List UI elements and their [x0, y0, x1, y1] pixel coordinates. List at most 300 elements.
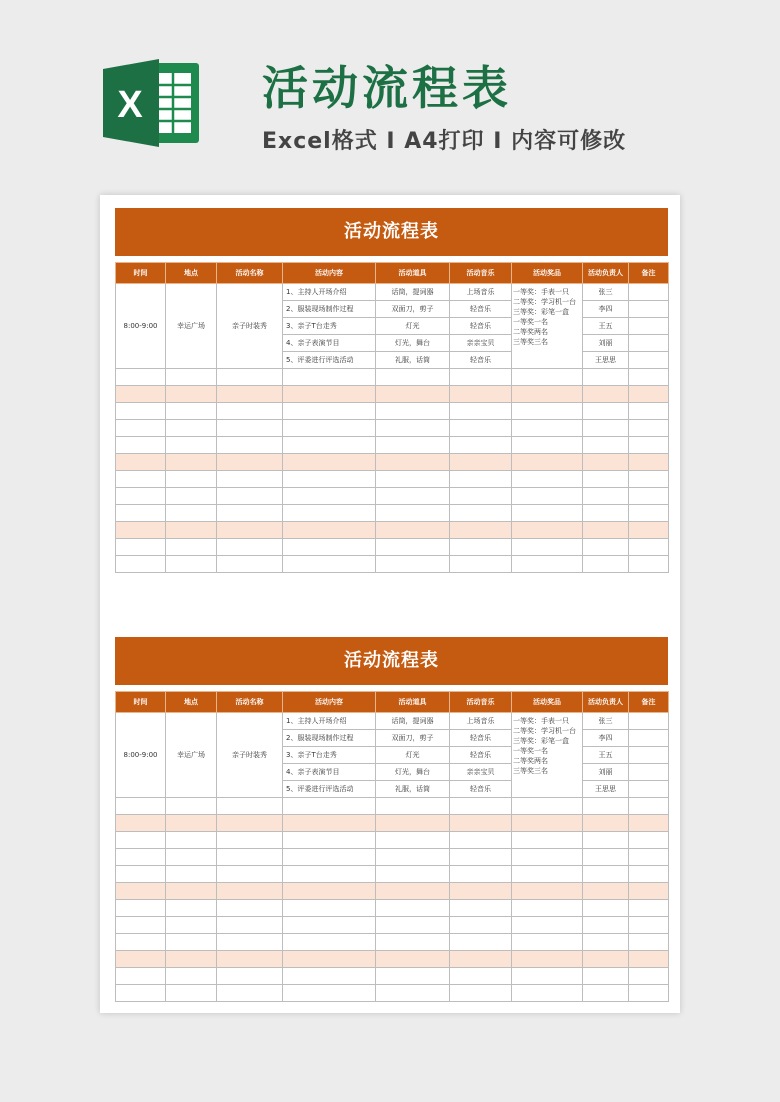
empty-cell[interactable] — [376, 556, 450, 573]
empty-cell[interactable] — [512, 985, 583, 1002]
column-header: 地点 — [166, 263, 217, 284]
empty-cell[interactable] — [583, 403, 629, 420]
empty-cell[interactable] — [283, 488, 376, 505]
empty-cell[interactable] — [166, 488, 217, 505]
empty-cell[interactable] — [583, 832, 629, 849]
empty-cell[interactable] — [629, 420, 669, 437]
empty-cell[interactable] — [376, 968, 450, 985]
empty-cell[interactable] — [283, 832, 376, 849]
empty-cell[interactable] — [450, 798, 512, 815]
empty-cell[interactable] — [283, 798, 376, 815]
content-cell[interactable]: 2、服装现场制作过程 — [283, 730, 376, 747]
empty-cell[interactable] — [116, 471, 166, 488]
empty-cell[interactable] — [283, 471, 376, 488]
empty-cell[interactable] — [450, 849, 512, 866]
empty-cell[interactable] — [283, 369, 376, 386]
empty-cell[interactable] — [376, 420, 450, 437]
empty-cell[interactable] — [166, 471, 217, 488]
empty-cell[interactable] — [217, 917, 283, 934]
props-cell[interactable]: 礼服，话筒 — [376, 352, 450, 369]
empty-cell[interactable] — [116, 505, 166, 522]
props-cell[interactable]: 话筒，提词器 — [376, 713, 450, 730]
empty-cell[interactable] — [166, 900, 217, 917]
empty-cell[interactable] — [166, 883, 217, 900]
empty-cell[interactable] — [583, 437, 629, 454]
empty-cell[interactable] — [166, 832, 217, 849]
empty-cell[interactable] — [450, 815, 512, 832]
music-cell[interactable]: 轻音乐 — [450, 747, 512, 764]
owner-cell[interactable]: 王思思 — [583, 352, 629, 369]
empty-cell[interactable] — [629, 917, 669, 934]
empty-cell[interactable] — [629, 849, 669, 866]
empty-row — [116, 934, 669, 951]
empty-cell[interactable] — [166, 866, 217, 883]
prize-line: 二等奖两名 — [513, 328, 548, 336]
empty-cell[interactable] — [166, 539, 217, 556]
empty-cell[interactable] — [376, 883, 450, 900]
empty-cell[interactable] — [629, 454, 669, 471]
empty-cell[interactable] — [283, 522, 376, 539]
empty-cell[interactable] — [376, 798, 450, 815]
activity-name-cell[interactable]: 亲子时装秀 — [217, 284, 283, 369]
remark-cell[interactable] — [629, 352, 669, 369]
empty-cell[interactable] — [166, 437, 217, 454]
empty-cell[interactable] — [583, 900, 629, 917]
empty-cell[interactable] — [166, 917, 217, 934]
empty-cell[interactable] — [283, 386, 376, 403]
empty-cell[interactable] — [376, 437, 450, 454]
location-cell[interactable]: 幸运广场 — [166, 284, 217, 369]
empty-cell[interactable] — [450, 420, 512, 437]
empty-cell[interactable] — [217, 386, 283, 403]
excel-logo-icon — [103, 57, 203, 149]
empty-cell[interactable] — [629, 539, 669, 556]
empty-cell[interactable] — [116, 832, 166, 849]
empty-row — [116, 369, 669, 386]
empty-cell[interactable] — [512, 900, 583, 917]
prizes-cell[interactable] — [512, 713, 583, 798]
empty-cell[interactable] — [450, 386, 512, 403]
owner-cell[interactable]: 刘丽 — [583, 335, 629, 352]
empty-cell[interactable] — [583, 815, 629, 832]
empty-cell[interactable] — [629, 883, 669, 900]
empty-cell[interactable] — [583, 539, 629, 556]
empty-cell[interactable] — [116, 900, 166, 917]
empty-cell[interactable] — [583, 420, 629, 437]
empty-cell[interactable] — [166, 849, 217, 866]
owner-cell[interactable]: 王五 — [583, 747, 629, 764]
time-cell[interactable]: 8:00-9:00 — [116, 284, 166, 369]
props-cell[interactable]: 话筒，提词器 — [376, 284, 450, 301]
empty-cell[interactable] — [376, 900, 450, 917]
location-cell[interactable]: 幸运广场 — [166, 713, 217, 798]
empty-cell[interactable] — [116, 437, 166, 454]
empty-cell[interactable] — [283, 505, 376, 522]
music-cell[interactable]: 轻音乐 — [450, 352, 512, 369]
empty-cell[interactable] — [166, 815, 217, 832]
content-cell[interactable]: 1、主持人开场介绍 — [283, 713, 376, 730]
empty-cell[interactable] — [512, 556, 583, 573]
empty-cell[interactable] — [116, 539, 166, 556]
empty-cell[interactable] — [629, 369, 669, 386]
remark-cell[interactable] — [629, 301, 669, 318]
empty-cell[interactable] — [116, 883, 166, 900]
empty-cell[interactable] — [629, 832, 669, 849]
empty-cell[interactable] — [450, 951, 512, 968]
empty-cell[interactable] — [376, 369, 450, 386]
empty-cell[interactable] — [450, 556, 512, 573]
empty-cell[interactable] — [450, 832, 512, 849]
empty-cell[interactable] — [376, 454, 450, 471]
empty-cell[interactable] — [116, 420, 166, 437]
empty-cell[interactable] — [116, 849, 166, 866]
empty-cell[interactable] — [166, 454, 217, 471]
empty-cell[interactable] — [376, 934, 450, 951]
content-cell[interactable]: 4、亲子表演节目 — [283, 335, 376, 352]
empty-cell[interactable] — [512, 386, 583, 403]
empty-cell[interactable] — [116, 815, 166, 832]
empty-cell[interactable] — [217, 900, 283, 917]
empty-cell[interactable] — [512, 369, 583, 386]
empty-cell[interactable] — [583, 386, 629, 403]
empty-cell[interactable] — [217, 849, 283, 866]
owner-cell[interactable]: 李四 — [583, 301, 629, 318]
props-cell[interactable]: 灯光 — [376, 747, 450, 764]
content-cell[interactable]: 3、亲子T台走秀 — [283, 747, 376, 764]
empty-row — [116, 539, 669, 556]
empty-cell[interactable] — [629, 985, 669, 1002]
empty-cell[interactable] — [376, 471, 450, 488]
empty-cell[interactable] — [512, 968, 583, 985]
music-cell[interactable]: 亲亲宝贝 — [450, 335, 512, 352]
empty-cell[interactable] — [376, 505, 450, 522]
empty-cell[interactable] — [217, 437, 283, 454]
remark-cell[interactable] — [629, 713, 669, 730]
empty-row — [116, 454, 669, 471]
empty-cell[interactable] — [217, 985, 283, 1002]
empty-cell[interactable] — [583, 951, 629, 968]
empty-cell[interactable] — [629, 815, 669, 832]
empty-cell[interactable] — [283, 951, 376, 968]
empty-cell[interactable] — [283, 815, 376, 832]
empty-cell[interactable] — [283, 403, 376, 420]
empty-cell[interactable] — [116, 985, 166, 1002]
remark-cell[interactable] — [629, 318, 669, 335]
empty-row — [116, 505, 669, 522]
empty-cell[interactable] — [376, 849, 450, 866]
empty-cell[interactable] — [450, 369, 512, 386]
empty-cell[interactable] — [583, 968, 629, 985]
empty-cell[interactable] — [166, 968, 217, 985]
empty-cell[interactable] — [217, 951, 283, 968]
empty-cell[interactable] — [512, 934, 583, 951]
column-header: 活动道具 — [376, 692, 450, 713]
music-cell[interactable]: 轻音乐 — [450, 318, 512, 335]
empty-cell[interactable] — [283, 556, 376, 573]
owner-cell[interactable]: 李四 — [583, 730, 629, 747]
props-cell[interactable]: 灯光 — [376, 318, 450, 335]
empty-cell[interactable] — [629, 866, 669, 883]
column-header: 活动奖品 — [512, 263, 583, 284]
empty-cell[interactable] — [116, 522, 166, 539]
remark-cell[interactable] — [629, 730, 669, 747]
empty-cell[interactable] — [217, 505, 283, 522]
empty-cell[interactable] — [450, 471, 512, 488]
empty-cell[interactable] — [512, 454, 583, 471]
column-header: 备注 — [629, 692, 669, 713]
remark-cell[interactable] — [629, 781, 669, 798]
empty-cell[interactable] — [583, 934, 629, 951]
empty-cell[interactable] — [629, 556, 669, 573]
empty-cell[interactable] — [217, 968, 283, 985]
empty-cell[interactable] — [376, 917, 450, 934]
empty-cell[interactable] — [629, 951, 669, 968]
empty-cell[interactable] — [450, 866, 512, 883]
empty-cell[interactable] — [450, 539, 512, 556]
owner-cell[interactable]: 张三 — [583, 284, 629, 301]
empty-cell[interactable] — [583, 866, 629, 883]
props-cell[interactable]: 双面刀，剪子 — [376, 730, 450, 747]
empty-cell[interactable] — [283, 900, 376, 917]
empty-cell[interactable] — [450, 968, 512, 985]
empty-cell[interactable] — [512, 437, 583, 454]
empty-cell[interactable] — [629, 403, 669, 420]
empty-cell[interactable] — [512, 522, 583, 539]
empty-cell[interactable] — [629, 968, 669, 985]
content-cell[interactable]: 5、评委进行评选活动 — [283, 352, 376, 369]
empty-cell[interactable] — [166, 420, 217, 437]
empty-row — [116, 951, 669, 968]
empty-cell[interactable] — [166, 951, 217, 968]
music-cell[interactable]: 轻音乐 — [450, 781, 512, 798]
empty-row — [116, 968, 669, 985]
empty-cell[interactable] — [217, 522, 283, 539]
empty-row — [116, 488, 669, 505]
remark-cell[interactable] — [629, 764, 669, 781]
empty-cell[interactable] — [166, 934, 217, 951]
empty-cell[interactable] — [583, 454, 629, 471]
empty-cell[interactable] — [512, 815, 583, 832]
empty-cell[interactable] — [376, 951, 450, 968]
empty-row — [116, 437, 669, 454]
empty-cell[interactable] — [376, 539, 450, 556]
music-cell[interactable]: 上场音乐 — [450, 284, 512, 301]
empty-cell[interactable] — [217, 369, 283, 386]
empty-cell[interactable] — [217, 454, 283, 471]
content-cell[interactable]: 5、评委进行评选活动 — [283, 781, 376, 798]
empty-cell[interactable] — [116, 454, 166, 471]
empty-cell[interactable] — [217, 934, 283, 951]
empty-cell[interactable] — [450, 437, 512, 454]
empty-cell[interactable] — [583, 471, 629, 488]
empty-cell[interactable] — [166, 505, 217, 522]
empty-cell[interactable] — [512, 866, 583, 883]
empty-cell[interactable] — [116, 798, 166, 815]
empty-cell[interactable] — [450, 522, 512, 539]
music-cell[interactable]: 上场音乐 — [450, 713, 512, 730]
empty-cell[interactable] — [450, 488, 512, 505]
empty-cell[interactable] — [166, 556, 217, 573]
empty-row — [116, 471, 669, 488]
empty-cell[interactable] — [376, 815, 450, 832]
column-header: 时间 — [116, 263, 166, 284]
empty-cell[interactable] — [512, 883, 583, 900]
empty-cell[interactable] — [283, 849, 376, 866]
props-cell[interactable]: 灯光，舞台 — [376, 335, 450, 352]
props-cell[interactable]: 双面刀，剪子 — [376, 301, 450, 318]
empty-cell[interactable] — [116, 403, 166, 420]
empty-cell[interactable] — [629, 488, 669, 505]
owner-cell[interactable]: 张三 — [583, 713, 629, 730]
empty-cell[interactable] — [512, 951, 583, 968]
empty-cell[interactable] — [450, 917, 512, 934]
empty-cell[interactable] — [283, 917, 376, 934]
empty-cell[interactable] — [512, 505, 583, 522]
empty-cell[interactable] — [629, 386, 669, 403]
empty-cell[interactable] — [376, 832, 450, 849]
empty-cell[interactable] — [166, 369, 217, 386]
empty-cell[interactable] — [450, 934, 512, 951]
empty-cell[interactable] — [116, 556, 166, 573]
empty-cell[interactable] — [512, 798, 583, 815]
empty-cell[interactable] — [283, 934, 376, 951]
empty-cell[interactable] — [376, 403, 450, 420]
owner-cell[interactable]: 刘丽 — [583, 764, 629, 781]
empty-cell[interactable] — [450, 985, 512, 1002]
music-cell[interactable]: 亲亲宝贝 — [450, 764, 512, 781]
props-cell[interactable]: 礼服，话筒 — [376, 781, 450, 798]
empty-cell[interactable] — [583, 917, 629, 934]
props-cell[interactable]: 灯光，舞台 — [376, 764, 450, 781]
empty-cell[interactable] — [583, 985, 629, 1002]
remark-cell[interactable] — [629, 284, 669, 301]
empty-row — [116, 798, 669, 815]
owner-cell[interactable]: 王思思 — [583, 781, 629, 798]
empty-cell[interactable] — [283, 539, 376, 556]
empty-cell[interactable] — [217, 832, 283, 849]
empty-cell[interactable] — [217, 883, 283, 900]
empty-cell[interactable] — [450, 900, 512, 917]
empty-cell[interactable] — [217, 539, 283, 556]
empty-cell[interactable] — [512, 539, 583, 556]
empty-cell[interactable] — [217, 471, 283, 488]
document-page — [100, 195, 680, 1013]
empty-cell[interactable] — [116, 951, 166, 968]
empty-cell[interactable] — [166, 386, 217, 403]
empty-cell[interactable] — [629, 437, 669, 454]
time-cell[interactable]: 8:00-9:00 — [116, 713, 166, 798]
empty-cell[interactable] — [166, 985, 217, 1002]
music-cell[interactable]: 轻音乐 — [450, 730, 512, 747]
empty-cell[interactable] — [116, 386, 166, 403]
empty-cell[interactable] — [116, 917, 166, 934]
empty-cell[interactable] — [217, 403, 283, 420]
empty-cell[interactable] — [583, 522, 629, 539]
empty-cell[interactable] — [283, 420, 376, 437]
empty-cell[interactable] — [376, 386, 450, 403]
empty-cell[interactable] — [166, 403, 217, 420]
empty-cell[interactable] — [450, 883, 512, 900]
empty-cell[interactable] — [283, 437, 376, 454]
empty-cell[interactable] — [629, 522, 669, 539]
empty-cell[interactable] — [512, 832, 583, 849]
content-cell[interactable]: 2、服装现场制作过程 — [283, 301, 376, 318]
empty-cell[interactable] — [166, 798, 217, 815]
empty-cell[interactable] — [512, 471, 583, 488]
empty-cell[interactable] — [166, 522, 217, 539]
empty-cell[interactable] — [512, 420, 583, 437]
empty-cell[interactable] — [512, 917, 583, 934]
remark-cell[interactable] — [629, 747, 669, 764]
empty-cell[interactable] — [116, 488, 166, 505]
main-title: 活动流程表 — [262, 61, 512, 115]
empty-cell[interactable] — [512, 403, 583, 420]
column-header: 活动名称 — [217, 692, 283, 713]
music-cell[interactable]: 轻音乐 — [450, 301, 512, 318]
empty-cell[interactable] — [450, 403, 512, 420]
activity-name-cell[interactable]: 亲子时装秀 — [217, 713, 283, 798]
prize-line: 三等奖三名 — [513, 767, 548, 775]
empty-cell[interactable] — [583, 369, 629, 386]
empty-cell[interactable] — [376, 522, 450, 539]
empty-cell[interactable] — [629, 798, 669, 815]
empty-cell[interactable] — [629, 505, 669, 522]
empty-cell[interactable] — [217, 815, 283, 832]
remark-cell[interactable] — [629, 335, 669, 352]
empty-cell[interactable] — [116, 934, 166, 951]
owner-cell[interactable]: 王五 — [583, 318, 629, 335]
empty-cell[interactable] — [217, 420, 283, 437]
schedule-table — [115, 262, 669, 573]
empty-cell[interactable] — [629, 900, 669, 917]
empty-cell[interactable] — [583, 488, 629, 505]
empty-cell[interactable] — [376, 985, 450, 1002]
empty-cell[interactable] — [116, 369, 166, 386]
content-cell[interactable]: 1、主持人开场介绍 — [283, 284, 376, 301]
empty-cell[interactable] — [583, 883, 629, 900]
empty-cell[interactable] — [283, 968, 376, 985]
empty-row — [116, 420, 669, 437]
empty-cell[interactable] — [450, 505, 512, 522]
content-cell[interactable]: 3、亲子T台走秀 — [283, 318, 376, 335]
empty-cell[interactable] — [583, 505, 629, 522]
column-header: 活动内容 — [283, 692, 376, 713]
empty-cell[interactable] — [283, 454, 376, 471]
empty-cell[interactable] — [376, 488, 450, 505]
empty-cell[interactable] — [217, 798, 283, 815]
empty-cell[interactable] — [512, 488, 583, 505]
empty-cell[interactable] — [450, 454, 512, 471]
prize-line: 二等奖：学习机一台 — [513, 727, 576, 735]
empty-cell[interactable] — [217, 866, 283, 883]
empty-cell[interactable] — [629, 471, 669, 488]
empty-cell[interactable] — [376, 866, 450, 883]
empty-cell[interactable] — [116, 866, 166, 883]
content-cell[interactable]: 4、亲子表演节目 — [283, 764, 376, 781]
empty-cell[interactable] — [583, 556, 629, 573]
empty-cell[interactable] — [583, 849, 629, 866]
prizes-cell[interactable] — [512, 284, 583, 369]
empty-cell[interactable] — [283, 883, 376, 900]
empty-cell[interactable] — [283, 866, 376, 883]
empty-cell[interactable] — [217, 556, 283, 573]
empty-cell[interactable] — [629, 934, 669, 951]
empty-cell[interactable] — [512, 849, 583, 866]
empty-cell[interactable] — [116, 968, 166, 985]
empty-cell[interactable] — [583, 798, 629, 815]
empty-cell[interactable] — [283, 985, 376, 1002]
empty-cell[interactable] — [217, 488, 283, 505]
